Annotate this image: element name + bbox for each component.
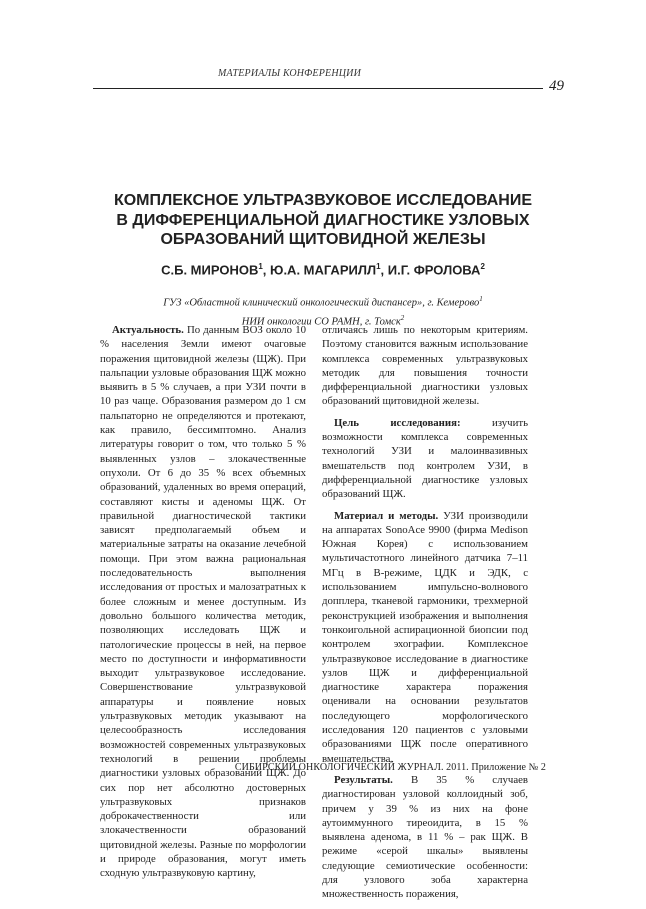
paragraph-lead: Результаты. — [334, 773, 393, 786]
author-affil-mark: 2 — [480, 262, 485, 271]
paragraph-continuation — [322, 323, 528, 409]
author-affil-mark: 1 — [376, 262, 381, 271]
title-line: КОМПЛЕКСНОЕ УЛЬТРАЗВУКОВОЕ ИССЛЕДОВАНИЕ — [113, 192, 533, 209]
affiliation-mark: 2 — [400, 313, 405, 322]
paragraph-methods — [322, 509, 528, 766]
title-line: ОБРАЗОВАНИЙ ЩИТОВИДНОЙ ЖЕЛЕЗЫ — [160, 231, 486, 248]
title-line: В ДИФФЕРЕНЦИАЛЬНОЙ ДИАГНОСТИКЕ УЗЛОВЫХ — [116, 211, 530, 229]
right-column — [322, 323, 528, 909]
paragraph-results — [322, 773, 528, 902]
affiliation-text: ГУЗ «Областной клинический онкологический диспансер», г. Кемерово — [163, 297, 480, 309]
paragraph-text: УЗИ производили на аппаратах SonoAce 9900 (фирма Medison Южная Корея) с использованием мультичастотного линейного датчика 7–11 МГц в В-режиме, ЦДК и ЭДК, с использованием импульсно-волнового допплера, тканевой гармоники, трехмерной реконструкцией изображения и выполнения тонкоигольной аспирационной биопсии под контролем эхографии. Комплексное ультразвуковое исследование в диагностике узлов ЩЖ и дифференциальной диагностике характера поражения оценивали на основании результатов последующего морфологического исследования 120 пациентов с узловыми образованиями ЩЖ после оперативного вмешательства. — [322, 509, 528, 765]
author-name: С.Б. МИРОНОВ — [161, 262, 259, 278]
left-column — [100, 323, 306, 888]
author-affil-mark: 1 — [258, 262, 263, 271]
paragraph-aim — [322, 416, 528, 502]
paragraph-relevance — [100, 323, 306, 881]
author-name: Ю.А. МАГАРИЛЛ — [270, 262, 377, 278]
author-separator: , — [380, 262, 388, 278]
affiliation-mark: 1 — [479, 295, 483, 303]
author-name: И.Г. ФРОЛОВА — [387, 262, 481, 278]
paragraph-text: В 35 % случаев диагностирован узловой коллоидный зоб, причем у 39 % из них на фоне аутоиммунного тиреоидита, в 15 % выявлена аденома, в 11 % – рак ЩЖ. В режиме «серой шкалы» выявлены следующие семиотические особенности: для узлового зоба характерна множественность поражения, — [322, 773, 528, 901]
running-head: МАТЕРИАЛЫ КОНФЕРЕНЦИИ — [218, 68, 362, 79]
paragraph-text: изучить возможности комплекса современных технологий УЗИ и малоинвазивных вмешательств под контролем УЗИ, в дифференциальной диагностике узловых образований ЩЖ. — [322, 416, 529, 501]
page-number: 49 — [549, 78, 564, 94]
paragraph-lead: Цель исследования: — [334, 416, 461, 429]
article-title — [80, 191, 566, 250]
journal-footer: СИБИРСКИЙ ОНКОЛОГИЧЕСКИЙ ЖУРНАЛ. 2011. Приложение № 2 — [234, 762, 546, 773]
paragraph-lead: Актуальность. — [112, 324, 184, 336]
author-separator: , — [262, 262, 271, 278]
affiliation-line — [100, 292, 546, 311]
paragraph-text: отличаясь лишь по некоторым критериям. Поэтому становится важным использование комплекса современных ультразвуковых методик для повышения точности дифференциальной диагностики узловых образований щитовидной железы. — [322, 324, 528, 408]
author-list — [80, 262, 566, 277]
header-rule — [93, 88, 543, 89]
paragraph-text: По данным ВОЗ около 10 % населения Земли имеют очаговые поражения щитовидной железы (ЩЖ). При пальпации узловые образования ЩЖ можно выявить в 5 % случаев, а при УЗИ почти в 10 раз чаще. Образования размером до 1 см пальпаторно не определяются и протекают, как правило, бессимптомно. Анализ литературы говорит о том, что только 5 % выявленных узлов – злокачественные опухоли. От 6 до 35 % всех объемных образований, удаленных во время операций, составляют кисты и аденомы ЩЖ. От правильной диагностической тактики зависят предполагаемый объем и материальные затраты на оказание лечебной помощи. При этом важна рациональная последовательность выполнения исследования от простых и малозатратных к более сложным и менее доступным. Из довольно большого количества методик, позволяющих исследовать ЩЖ и патологические процессы в ней, на первое место по доступности и информативности выходит ультразвуковое исследование. Совершенствование ультразвуковой аппаратуры и появление новых ультразвуковых методик указывают на целесообразность исследования возможностей современных ультразвуковых технологий в решении проблемы диагностики узловых образований ЩЖ. До сих пор нет абсолютно достоверных ультразвуковых признаков доброкачественности или злокачественности образований щитовидной железы. Разные по морфологии и природе образования, могут иметь сходную ультразвуковую картину, — [100, 324, 306, 880]
affiliation-text: НИИ онкологии СО РАМН, г. Томск — [241, 316, 401, 327]
paragraph-lead: Материал и методы. — [334, 509, 439, 522]
